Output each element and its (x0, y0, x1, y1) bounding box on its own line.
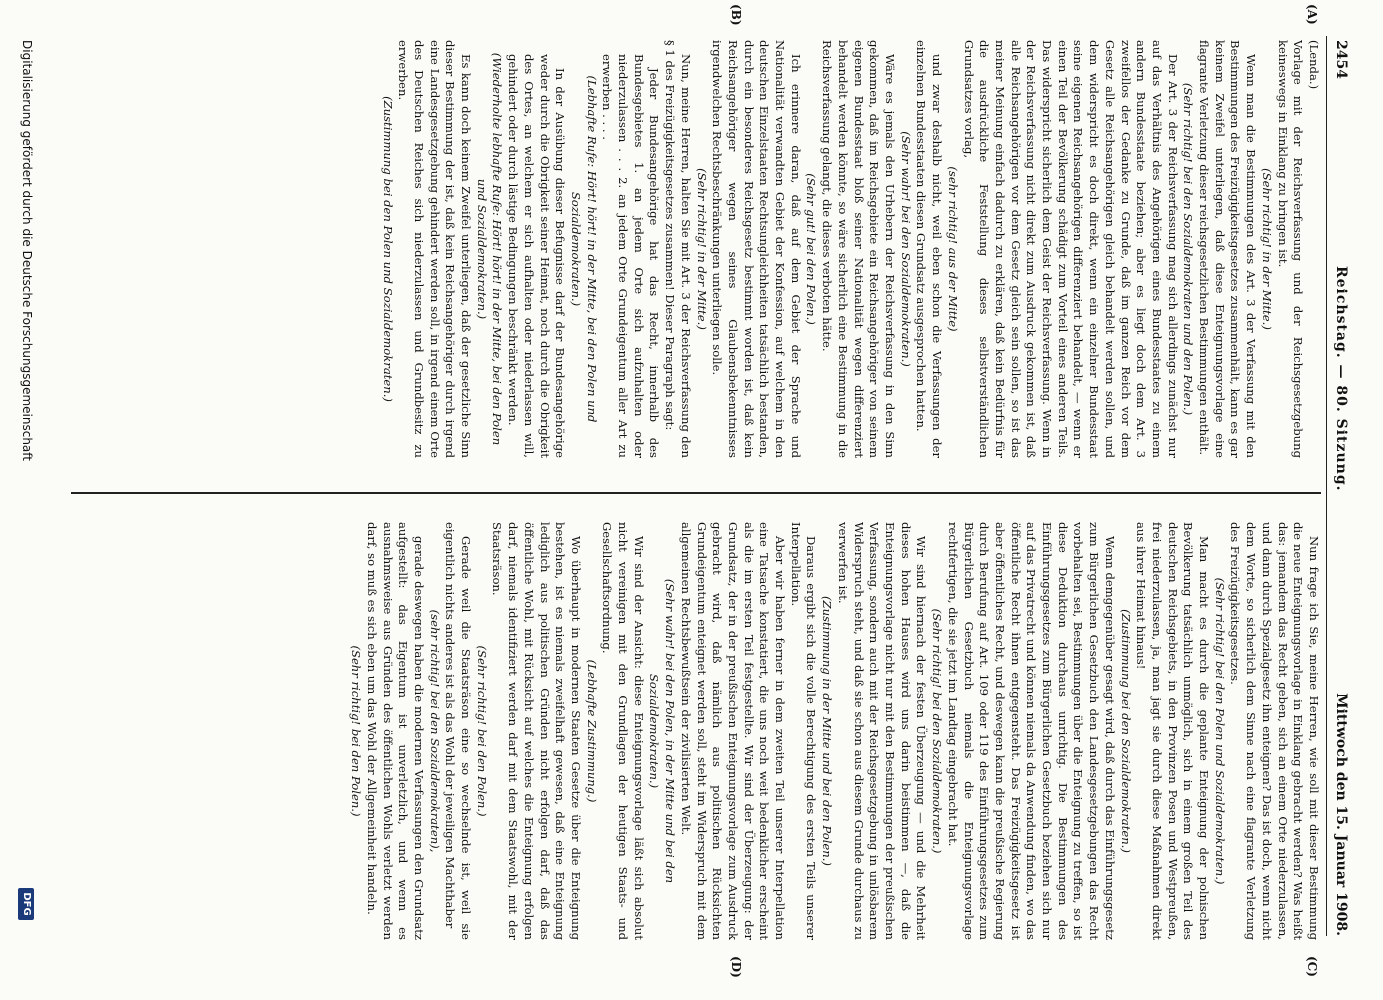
paragraph: Wo überhaupt in modernen Staaten Gesetze über die Enteignung bestehen, ist es niemals zweifelhaft gewesen, daß eine Enteignung lediglich aus politischen Gründen nicht erfolgen darf, daß das öffentliche Wohl, mit Rücksicht auf welches die Enteignung erfolgen darf, niemals identifiziert werden darf mit dem Staatswohl, mit der Staatsräson. (490, 522, 583, 940)
interjection: (Sehr richtig! bei den Sozialdemokraten und den Polen.) (1181, 82, 1196, 416)
paragraph: gerade deswegen haben die modernen Verfassungen den Grundsatz aufgestellt: das Eigentum ist unverletzlich, und wenn es ausnahmsweise aus Gründen des öffentlichen Wohls verletzt werden darf, so muß es sich eben um das Wohl der Allgemeinheit handeln. (364, 522, 426, 940)
paragraph: Vorlage mit der Reichsverfassung und der Reichsgesetzgebung keineswegs in Einklang zu bringen ist. (1275, 40, 1306, 458)
paragraph: Daraus ergibt sich die volle Berechtigung des ersten Teils unserer Interpellation. (788, 522, 819, 940)
interjection: (Lebhafte Rufe: Hört! hört! in der Mitte, bei den Polen und Sozialdemokraten.) (568, 75, 599, 423)
interjection: (Sehr richtig! bei den Polen und Sozialdemokraten.) (1212, 577, 1227, 885)
paragraph: Jeder Bundesangehörige hat das Recht, innerhalb des Bundesgebietes 1. an jedem Orte sich aufzuhalten oder niederzulassen . . . 2. an jedem Orte Grundeigentum aller Art zu erwerben . . . . (600, 54, 662, 458)
page-number: 2454 (1333, 40, 1349, 79)
interjection: (Sehr wahr! bei den Sozialdemokraten.) (898, 131, 913, 367)
interjection: (Wiederholte lebhafte Rufe: Hört! hört! in der Mitte, bei den Polen und Sozialdemokraten.) (474, 52, 505, 446)
paragraph: Ich erinnere daran, daß auf dem Gebiet der Sprache und Nationalität verwandten Gebiet der Konfession, auf welchem in den deutschen Einzelstaaten Rechtsungleichheiten tatsächlich bestanden, durch ein besonderes Reichsgesetz bestimmt worden ist, daß kein Reichsangehöriger wegen seines Glaubensbekenntnisses irgendwelchen Rechtsbeschränkungen unterliegen solle. (710, 40, 803, 458)
paragraph: Gerade weil die Staatsräson eine so wechselnde ist, weil sie eigentlich nichts anderes ist als das Wohl der jeweiligen Machthaber (443, 522, 474, 940)
margin-marker-b: (B) (729, 4, 743, 26)
paragraph: Wenn demgegenüber gesagt wird, daß durch das Einführungsgesetz zum Bürgerlichen Gesetzbuch den Landesgesetzgebungen das Recht vorbehalten sei, Bestimmungen über die Enteignung zu treffen, so ist diese Deduktion durchaus unrichtig. Die Bestimmungen des Einführungsgesetzes zum Bürgerlichen Gesetzbuch beziehen sich nur auf das Privatrecht und können niemals da Anwendung finden, wo das öffentliche Recht ihnen entgegensteht. Das Freizügigkeitsgesetz ist aber öffentliches Recht, und deswegen kann die preußische Regierung durch Berufung auf Art. 109 oder 119 des Einführungsgesetzes zum Bürgerlichen Gesetzbuch niemals die Enteignungsvorlage rechtfertigen, die sie jetzt im Landtag eingebracht hat. (945, 522, 1117, 940)
dfg-logo: DFG (18, 888, 34, 920)
interjection: (Sehr richtig! in der Mitte.) (1259, 168, 1274, 330)
paragraph: Wir sind der Ansicht: diese Enteignungsvorlage läßt sich absolut nicht vereinigen mit den Grundlagen der heutigen Staats- und Gesellschaftsordnung. (600, 522, 646, 940)
interjection: (Sehr richtig! bei den Polen.) (349, 645, 364, 817)
margin-marker-d: (D) (729, 956, 743, 978)
paragraph: Wenn man die Bestimmungen des Art. 3 der Verfassung mit den Bestimmungen des Freizügigkeitsgesetzes zusammenhält, kann es gar keinem Zweifel unterliegen, daß diese Enteignungsvorlage eine flagrante Verletzung dieser reichsgesetzlichen Bestimmungen enthält. (1197, 40, 1259, 458)
left-text-column (101, 40, 1321, 458)
interjection: (Sehr richtig! in der Mitte.) (694, 168, 709, 330)
paragraph: Nun frage ich Sie, meine Herren, wie soll mit dieser Bestimmung die neue Enteignungsvorlage in Einklang gebracht werden? Was heißt das: jemandem das Recht geben, sich an einem Orte niederzulassen, und dann durch Spezialgesetz ihn enteignen? Das ist doch, wenn nicht dem Worte, so sicherlich dem Sinne nach eine flagrante Verletzung des Freizügigkeitsgesetzes. (1228, 522, 1321, 940)
right-text-column (101, 522, 1321, 940)
paragraph: (Lenda.) (1307, 40, 1321, 90)
session-date: Mittwoch den 15. Januar 1908. (1333, 693, 1349, 936)
paragraph: Wäre es jemals den Urhebern der Reichsverfassung in den Sinn gekommen, daß im Reichsgebiete ein Reichsangehöriger von seinem eigenen Bundesstaat bloß seiner Nationalität wegen differenziert behandelt werden könnte, so wäre sicherlich eine Bestimmung in die Reichsverfassung gelangt, die dieses verboten hätte. (820, 40, 898, 458)
paragraph: und zwar deshalb nicht, weil eben schon die Verfassungen der einzelnen Bundesstaaten diesen Grundsatz ausgesprochen hatten. (914, 40, 945, 458)
paragraph: Wir sind hiernach der festen Überzeugung — und die Mehrheit dieses hohen Hauses wird uns darin beistimmen —, daß die Enteignungsvorlage nicht nur mit den Bestimmungen der preußischen Verfassung, sondern auch mit der Reichsgesetzgebung in unlösbarem Widerspruch steht, und daß sie schon aus diesem Grunde durchaus zu verwerfen ist. (835, 522, 929, 940)
interjection: (Sehr gut! bei den Polen.) (804, 173, 819, 325)
margin-marker-c: (C) (1305, 956, 1319, 977)
digitization-note: Digitalisierung gefördert durch die Deutsche Forschungsgemeinschaft (20, 40, 34, 462)
interjection: (Sehr richtig! bei den Polen.) (474, 645, 489, 817)
paragraph: In der Ausübung dieser Befugnisse darf der Bundesangehörige weder durch die Obrigkeit seiner Heimat, noch durch die Obrigkeit des Ortes, an welchem er sich aufhalten oder niederlassen will, gehindert oder durch lästige Bedingungen beschränkt werden. (506, 54, 568, 458)
interjection: (Zustimmung bei den Sozialdemokraten.) (1118, 609, 1133, 853)
paragraph: Nun, meine Herren, halten Sie mit Art. 3 der Reichsverfassung den § 1 des Freizügigkeitsgesetzes zusammen! Dieser Paragraph sagt: (663, 40, 693, 458)
interjection: (Zustimmung bei den Polen und Sozialdemokraten.) (380, 96, 395, 402)
paragraph: Man macht es durch die geplante Enteignung der polnischen Bevölkerung tatsächlich unmöglich, sich in einem großen Teil des deutschen Reichsgebiets, in den Provinzen Posen und Westpreußen, frei niederzulassen, ja, man jagt sie durch diese Maßnahmen direkt aus ihrer Heimat hinaus! (1134, 522, 1212, 940)
column-divider (71, 492, 1321, 494)
header-rule (1326, 36, 1327, 936)
interjection: (sehr richtig! aus der Mitte) (945, 166, 960, 332)
interjection: (Lebhafte Zustimmung.) (584, 659, 599, 803)
page-title: Reichstag. — 80. Sitzung. (1333, 266, 1349, 492)
paragraph: Aber wir haben ferner in dem zweiten Teil unserer Interpellation eine Tatsache konstatiert, die uns noch weit bedenklicher erscheint als die im ersten Teil festgestellte. Wir sind der Überzeugung: der Grundsatz, der in der preußischen Enteignungsvorlage zum Ausdruck gebracht wird, daß nämlich aus politischen Rücksichten Grundeigentum enteignet werden soll, steht im Widerspruch mit dem allgemeinen Rechtsbewußtsein der zivilisierten Welt. (678, 522, 788, 940)
paragraph: Es kann doch keinem Zweifel unterliegen, daß der gesetzliche Sinn dieser Bestimmung der ist, daß kein Reichsangehöriger durch irgend eine Landesgesetzgebung gehindert werden soll, in irgend einem Orte des Deutschen Reiches sich niederzulassen und Grundbesitz zu erwerben. (396, 40, 474, 458)
interjection: (Sehr richtig! bei den Sozialdemokraten.) (930, 608, 945, 854)
interjection: (sehr richtig! bei den Sozialdemokraten), (427, 609, 442, 853)
footer (12, 40, 34, 940)
margin-marker-a: (A) (1305, 4, 1319, 25)
interjection: (Sehr wahr! bei den Polen, in der Mitte und bei den Sozialdemokraten.) (647, 578, 678, 884)
paragraph: Der Art. 3 der Reichsverfassung mag sich allerdings zunächst nur auf das Verhältnis des Angehörigen eines Bundesstaates zu einem andern Bundesstaate beziehen; aber es liegt doch dem Art. 3 zweifellos der Gedanke zu Grunde, daß im ganzen Reich vor dem Gesetz alle Reichsangehörigen gleich behandelt werden sollen, und dem widerspricht es doch direkt, wenn ein einzelner Bundesstaat seine eigenen Reichsangehörigen differenziert behandelt, — wenn er einen Teil der Bevölkerung schädigt zum Vorteil eines anderen Teils. Das widerspricht sicherlich dem Geist der Reichsverfassung. Wenn in der Reichsverfassung nicht direkt zum Ausdruck gekommen ist, daß alle Reichsangehörigen vor dem Gesetz gleich sein sollen, so ist das meiner Meinung einfach dadurch zu erklären, daß kein Bedürfnis für die ausdrückliche Feststellung dieses selbstverständlichen Grundsatzes vorlag, (961, 40, 1180, 458)
interjection: (Zustimmung in der Mitte und bei den Polen.) (820, 596, 835, 866)
